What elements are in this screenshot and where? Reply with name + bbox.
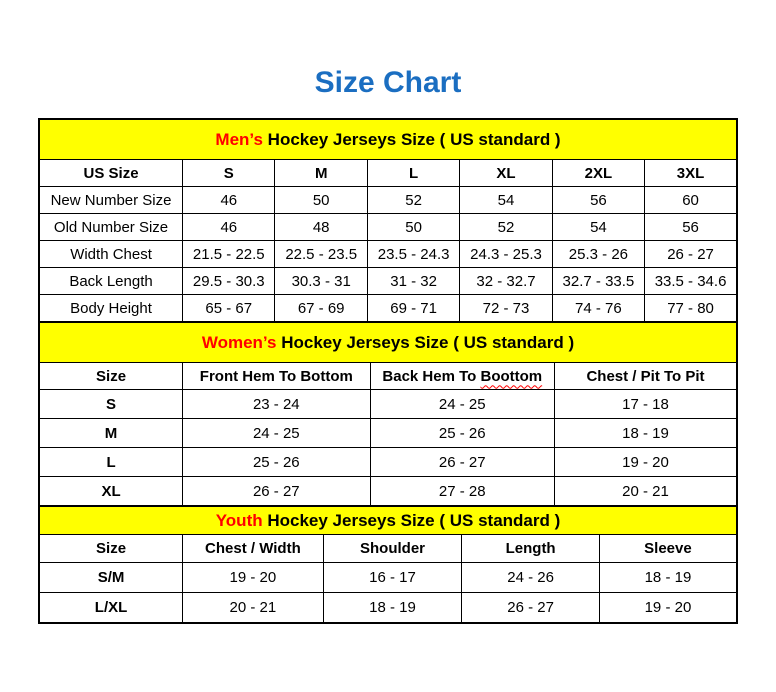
column-header: S <box>183 160 275 187</box>
data-cell: 18 - 19 <box>323 593 462 624</box>
mens-size-table <box>38 118 738 323</box>
youth-header-row <box>39 535 737 563</box>
page-title: Size Chart <box>314 66 462 99</box>
banner-highlight-word: Youth <box>215 510 263 530</box>
data-cell: 56 <box>645 214 737 241</box>
column-header: Length <box>462 535 600 563</box>
data-cell: 46 <box>183 187 275 214</box>
womens-banner-row <box>39 322 737 363</box>
data-cell: 32.7 - 33.5 <box>552 268 644 295</box>
data-cell: 19 - 20 <box>555 448 737 477</box>
column-header: XL <box>460 160 552 187</box>
data-cell: 52 <box>460 214 552 241</box>
data-cell: 17 - 18 <box>555 390 737 419</box>
data-cell: 25.3 - 26 <box>552 241 644 268</box>
data-cell: 22.5 - 23.5 <box>275 241 367 268</box>
data-cell: 67 - 69 <box>275 295 367 323</box>
mens-banner: Men’s Hockey Jerseys Size ( US standard ) <box>39 119 737 160</box>
youth-banner-row <box>39 506 737 535</box>
data-cell: 33.5 - 34.6 <box>645 268 737 295</box>
data-cell: 69 - 71 <box>367 295 459 323</box>
row-label: S/M <box>39 563 183 593</box>
data-cell: 26 - 27 <box>645 241 737 268</box>
row-label: L/XL <box>39 593 183 624</box>
data-cell: 24 - 26 <box>462 563 600 593</box>
misspelled-word: Boottom <box>480 367 543 385</box>
data-cell: 50 <box>367 214 459 241</box>
data-cell: 25 - 26 <box>183 448 370 477</box>
data-cell: 74 - 76 <box>552 295 644 323</box>
data-cell: 50 <box>275 187 367 214</box>
data-cell: 26 - 27 <box>370 448 554 477</box>
data-cell: 25 - 26 <box>370 419 554 448</box>
data-cell: 26 - 27 <box>183 477 370 507</box>
data-cell: 24.3 - 25.3 <box>460 241 552 268</box>
data-cell: 65 - 67 <box>183 295 275 323</box>
table-row <box>39 448 737 477</box>
data-cell: 54 <box>552 214 644 241</box>
table-row <box>39 268 737 295</box>
mens-header-row <box>39 160 737 187</box>
data-cell: 56 <box>552 187 644 214</box>
column-header: Chest / Width <box>183 535 324 563</box>
table-row <box>39 295 737 323</box>
data-cell: 18 - 19 <box>599 563 737 593</box>
table-row <box>39 187 737 214</box>
column-header: Back Hem To Boottom <box>370 363 554 390</box>
youth-size-table <box>38 505 738 624</box>
column-header: Size <box>39 363 183 390</box>
size-tables-container <box>38 118 738 624</box>
row-label: S <box>39 390 183 419</box>
column-header: M <box>275 160 367 187</box>
womens-size-table <box>38 321 738 507</box>
data-cell: 27 - 28 <box>370 477 554 507</box>
data-cell: 32 - 32.7 <box>460 268 552 295</box>
banner-highlight-word: Women’s <box>201 332 277 352</box>
column-header: 2XL <box>552 160 644 187</box>
row-label: Width Chest <box>39 241 183 268</box>
table-row <box>39 563 737 593</box>
table-row <box>39 390 737 419</box>
womens-header-row <box>39 363 737 390</box>
data-cell: 52 <box>367 187 459 214</box>
column-header: L <box>367 160 459 187</box>
data-cell: 19 - 20 <box>183 563 324 593</box>
row-label: New Number Size <box>39 187 183 214</box>
banner-highlight-word: Men’s <box>215 129 263 149</box>
column-header: Front Hem To Bottom <box>183 363 370 390</box>
table-row <box>39 214 737 241</box>
row-label: Old Number Size <box>39 214 183 241</box>
row-label: Back Length <box>39 268 183 295</box>
data-cell: 26 - 27 <box>462 593 600 624</box>
column-header: US Size <box>39 160 183 187</box>
row-label: Body Height <box>39 295 183 323</box>
data-cell: 24 - 25 <box>370 390 554 419</box>
data-cell: 77 - 80 <box>645 295 737 323</box>
data-cell: 46 <box>183 214 275 241</box>
column-header: Size <box>39 535 183 563</box>
youth-banner: Youth Hockey Jerseys Size ( US standard ) <box>39 506 737 535</box>
data-cell: 48 <box>275 214 367 241</box>
data-cell: 60 <box>645 187 737 214</box>
column-header: 3XL <box>645 160 737 187</box>
data-cell: 72 - 73 <box>460 295 552 323</box>
mens-banner-row <box>39 119 737 160</box>
data-cell: 16 - 17 <box>323 563 462 593</box>
data-cell: 20 - 21 <box>555 477 737 507</box>
data-cell: 54 <box>460 187 552 214</box>
data-cell: 31 - 32 <box>367 268 459 295</box>
table-row <box>39 477 737 507</box>
data-cell: 30.3 - 31 <box>275 268 367 295</box>
data-cell: 19 - 20 <box>599 593 737 624</box>
data-cell: 20 - 21 <box>183 593 324 624</box>
data-cell: 18 - 19 <box>555 419 737 448</box>
row-label: L <box>39 448 183 477</box>
data-cell: 24 - 25 <box>183 419 370 448</box>
column-header: Chest / Pit To Pit <box>555 363 737 390</box>
table-row <box>39 419 737 448</box>
table-row <box>39 593 737 624</box>
data-cell: 21.5 - 22.5 <box>183 241 275 268</box>
womens-banner: Women’s Hockey Jerseys Size ( US standard ) <box>39 322 737 363</box>
table-row <box>39 241 737 268</box>
data-cell: 23.5 - 24.3 <box>367 241 459 268</box>
column-header: Sleeve <box>599 535 737 563</box>
data-cell: 23 - 24 <box>183 390 370 419</box>
data-cell: 29.5 - 30.3 <box>183 268 275 295</box>
row-label: M <box>39 419 183 448</box>
row-label: XL <box>39 477 183 507</box>
column-header: Shoulder <box>323 535 462 563</box>
